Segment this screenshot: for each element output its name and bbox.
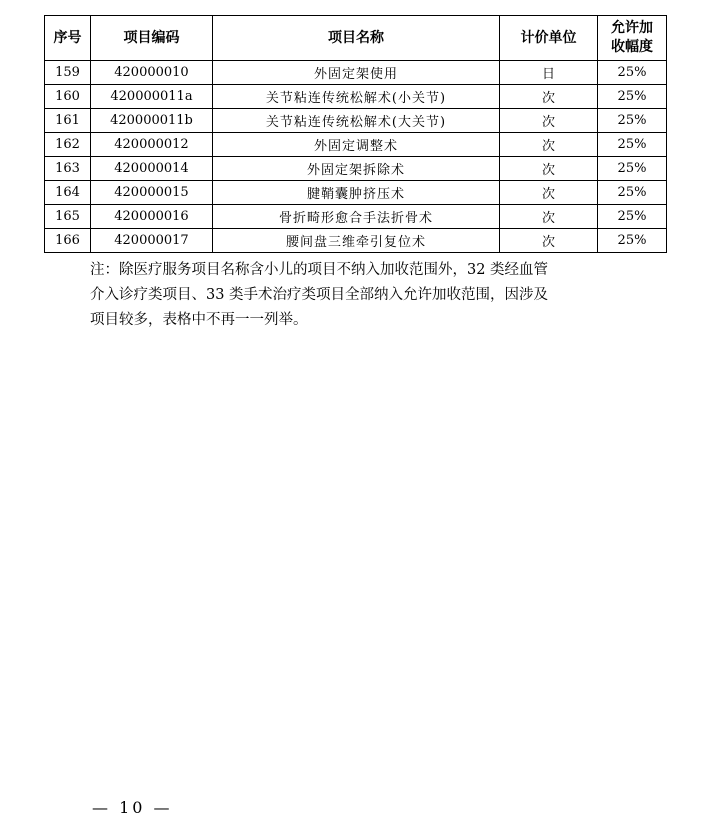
header-seq: 序号 xyxy=(45,16,91,61)
cell-seq: 160 xyxy=(45,85,91,109)
cell-unit: 日 xyxy=(500,61,598,85)
cell-rate: 25% xyxy=(598,133,667,157)
cell-code: 420000012 xyxy=(91,133,213,157)
cell-rate: 25% xyxy=(598,181,667,205)
cell-unit: 次 xyxy=(500,181,598,205)
cell-name: 外固定架使用 xyxy=(213,61,500,85)
cell-unit: 次 xyxy=(500,85,598,109)
table-row xyxy=(45,205,667,229)
table-row xyxy=(45,229,667,253)
cell-code: 420000015 xyxy=(91,181,213,205)
fee-items-table xyxy=(44,15,667,253)
table-footnote xyxy=(90,258,640,333)
cell-name: 骨折畸形愈合手法折骨术 xyxy=(213,205,500,229)
table-row xyxy=(45,109,667,133)
cell-rate: 25% xyxy=(598,61,667,85)
table-header-row xyxy=(45,16,667,61)
table-row xyxy=(45,181,667,205)
cell-name: 腱鞘囊肿挤压术 xyxy=(213,181,500,205)
header-rate-line2: 收幅度 xyxy=(611,39,653,55)
header-rate-line1: 允许加 xyxy=(611,20,653,36)
cell-seq: 166 xyxy=(45,229,91,253)
cell-seq: 163 xyxy=(45,157,91,181)
page-number: — 10 — xyxy=(92,798,173,817)
header-rate xyxy=(598,16,667,61)
table-row xyxy=(45,85,667,109)
cell-seq: 159 xyxy=(45,61,91,85)
cell-unit: 次 xyxy=(500,229,598,253)
footnote-line: 介入诊疗类项目、33 类手术治疗类项目全部纳入允许加收范围，因涉及 xyxy=(90,287,549,303)
header-unit: 计价单位 xyxy=(500,16,598,61)
cell-rate: 25% xyxy=(598,229,667,253)
cell-unit: 次 xyxy=(500,205,598,229)
cell-seq: 165 xyxy=(45,205,91,229)
table-row xyxy=(45,157,667,181)
table-row xyxy=(45,133,667,157)
cell-seq: 161 xyxy=(45,109,91,133)
cell-code: 420000011b xyxy=(91,109,213,133)
table-row xyxy=(45,61,667,85)
cell-name: 关节粘连传统松解术(小关节) xyxy=(213,85,500,109)
cell-seq: 164 xyxy=(45,181,91,205)
cell-name: 关节粘连传统松解术(大关节) xyxy=(213,109,500,133)
cell-code: 420000011a xyxy=(91,85,213,109)
cell-code: 420000016 xyxy=(91,205,213,229)
cell-name: 外固定调整术 xyxy=(213,133,500,157)
cell-rate: 25% xyxy=(598,109,667,133)
cell-code: 420000014 xyxy=(91,157,213,181)
cell-code: 420000017 xyxy=(91,229,213,253)
cell-unit: 次 xyxy=(500,133,598,157)
cell-rate: 25% xyxy=(598,157,667,181)
cell-seq: 162 xyxy=(45,133,91,157)
footnote-line: 注：除医疗服务项目名称含小儿的项目不纳入加收范围外，32 类经血管 xyxy=(90,262,549,278)
cell-name: 外固定架拆除术 xyxy=(213,157,500,181)
footnote-line: 项目较多，表格中不再一一列举。 xyxy=(90,312,308,328)
cell-code: 420000010 xyxy=(91,61,213,85)
cell-name: 腰间盘三维牵引复位术 xyxy=(213,229,500,253)
header-name: 项目名称 xyxy=(213,16,500,61)
header-code: 项目编码 xyxy=(91,16,213,61)
cell-unit: 次 xyxy=(500,109,598,133)
cell-unit: 次 xyxy=(500,157,598,181)
cell-rate: 25% xyxy=(598,205,667,229)
cell-rate: 25% xyxy=(598,85,667,109)
